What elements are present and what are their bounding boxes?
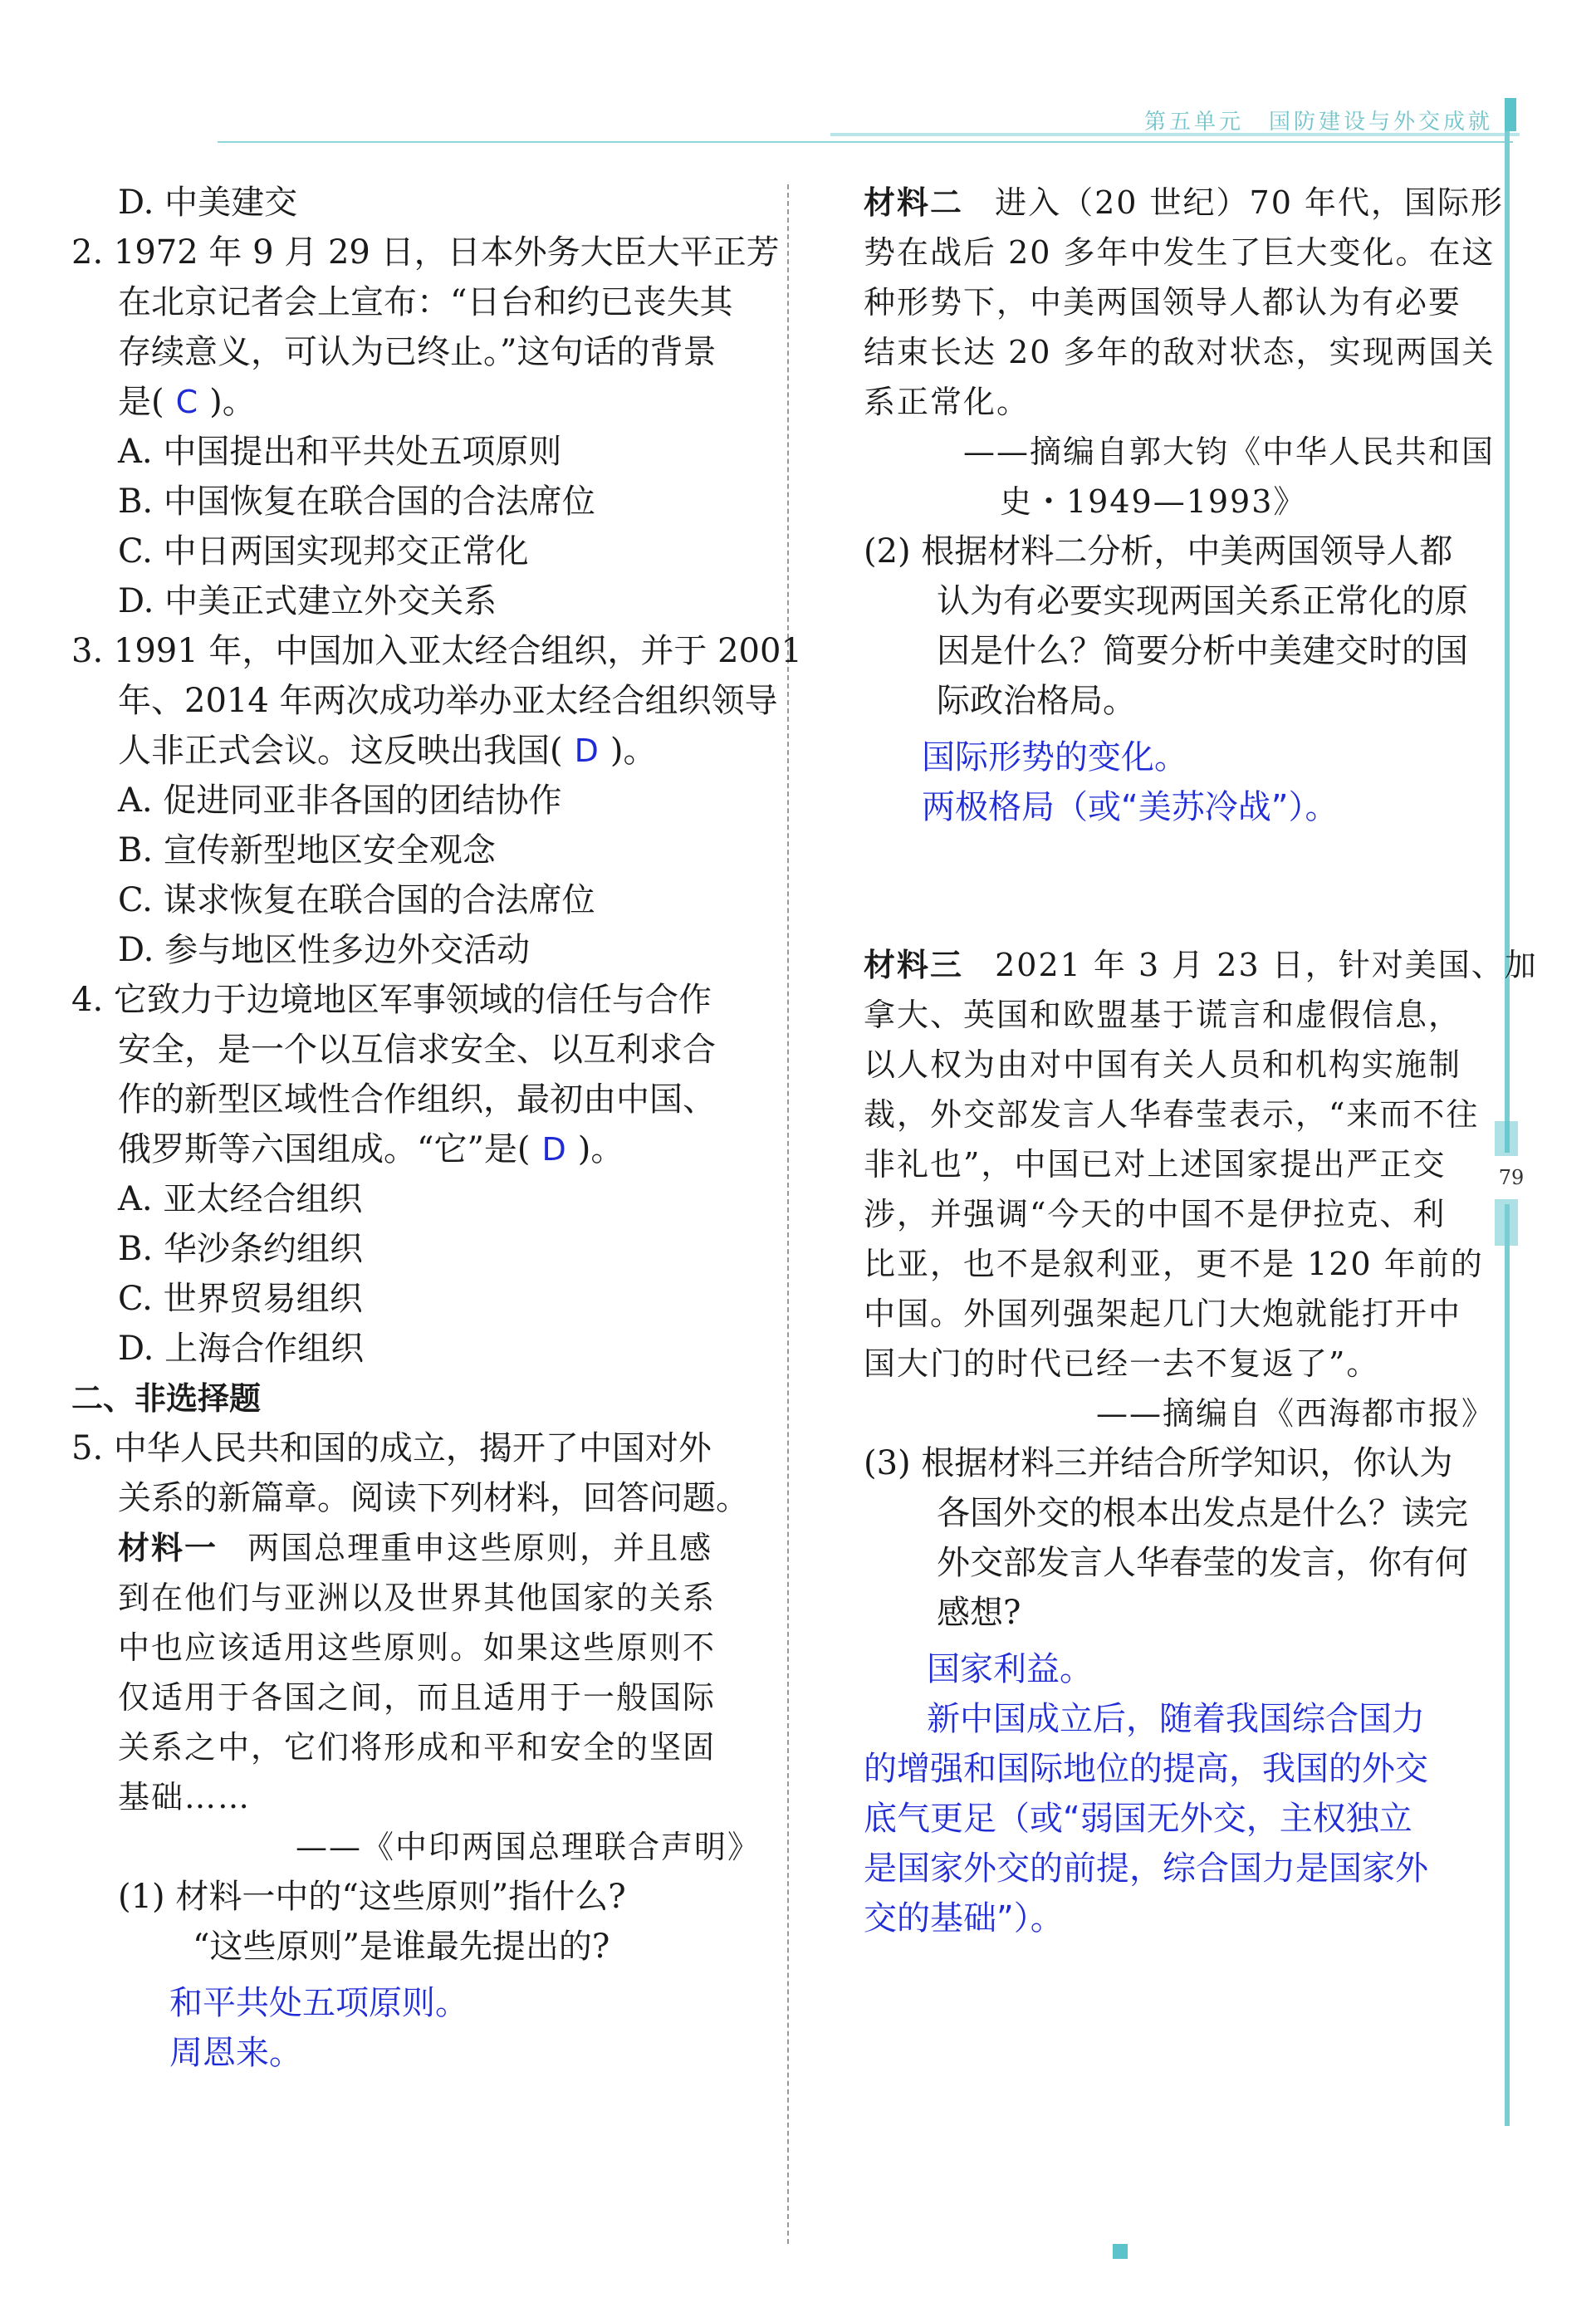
material-3-line-6: 涉，并强调“今天的中国不是伊拉克、利	[864, 1196, 1447, 1232]
header-rule	[218, 141, 1513, 143]
q4-stem-line-1: 4. 它致力于边境地区军事领域的信任与合作	[71, 981, 712, 1019]
q3-stem-suffix: )。	[610, 732, 657, 770]
q2-stem-prefix: 是(	[118, 383, 164, 421]
material-2-line-5: 系正常化。	[864, 384, 1031, 420]
material-1-line-5: 关系之中，它们将形成和平和安全的坚固	[118, 1729, 717, 1766]
material-3-line-9: 国大门的时代已经一去不复返了”。	[864, 1345, 1380, 1382]
subquestion-1-line-2: “这些原则”是谁最先提出的?	[193, 1928, 610, 1966]
answer-2-line-1: 国际形势的变化。	[922, 738, 1187, 776]
material-3-label: 材料三	[864, 947, 964, 983]
answer-3-line-6: 交的基础”）。	[864, 1899, 1064, 1937]
material-2-source-line-1: ——摘编自郭大钧《中华人民共和国	[962, 434, 1495, 470]
q5-stem-line-1: 5. 中华人民共和国的成立，揭开了中国对外	[71, 1429, 712, 1467]
q3-option-c: C. 谋求恢复在联合国的合法席位	[118, 881, 595, 919]
material-2-text-1: 进入（20 世纪）70 年代，国际形	[995, 184, 1504, 221]
q3-option-a: A. 促进同亚非各国的团结协作	[118, 781, 562, 820]
answer-3-line-4: 底气更足（或“弱国无外交，主权独立	[864, 1800, 1412, 1838]
subquestion-3-line-4: 感想?	[937, 1594, 1021, 1632]
left-column	[71, 178, 802, 2078]
material-1-line-4: 仅适用于各国之间，而且适用于一般国际	[118, 1679, 717, 1716]
subquestion-1-line-1: (1) 材料一中的“这些原则”指什么?	[118, 1878, 626, 1916]
material-3-line-8: 中国。外国列强架起几门大炮就能打开中	[864, 1296, 1462, 1332]
material-3-line-3: 以人权为由对中国有关人员和机构实施制	[864, 1046, 1462, 1083]
subquestion-2-line-1: (2) 根据材料二分析，中美两国领导人都	[864, 532, 1453, 571]
subquestion-2-line-2: 认为有必要实现两国关系正常化的原	[937, 582, 1468, 620]
q3-option-d: D. 参与地区性多边外交活动	[118, 931, 531, 969]
material-3-line-1	[864, 940, 1538, 990]
q4-option-a: A. 亚太经合组织	[118, 1180, 363, 1218]
material-1-source: ——《中印两国总理联合声明》	[295, 1829, 761, 1865]
q2-option-c: C. 中日两国实现邦交正常化	[118, 532, 529, 571]
subquestion-3-line-3: 外交部发言人华春莹的发言，你有何	[937, 1544, 1468, 1582]
q4-stem-line-4	[71, 1124, 761, 1174]
material-2-line-3: 种形势下，中美两国领导人都认为有必要	[864, 284, 1462, 321]
q2-option-b: B. 中国恢复在联合国的合法席位	[118, 483, 595, 521]
q3-stem-line-1: 3. 1991 年，中国加入亚太经合组织，并于 2001	[71, 632, 802, 670]
material-2-source-line-2: 史・1949—1993》	[1000, 483, 1307, 520]
q4-option-c: C. 世界贸易组织	[118, 1280, 363, 1318]
answer-3-line-1: 国家利益。	[927, 1650, 1093, 1688]
right-margin-bar-bottom	[1505, 1204, 1510, 2126]
q4-stem-line-3: 作的新型区域性合作组织，最初由中国、	[118, 1080, 716, 1119]
answer-1-line-1: 和平共处五项原则。	[169, 1984, 468, 2022]
spacer	[864, 832, 1495, 940]
material-1-text-1: 两国总理重申这些原则，并且感	[247, 1530, 713, 1566]
q2-stem-line-3: 存续意义，可认为已终止。”这句话的背景	[118, 333, 717, 371]
right-margin-bar-top	[1505, 131, 1510, 1153]
subquestion-2-line-3: 因是什么？简要分析中美建交时的国	[937, 632, 1468, 670]
q3-stem-line-3	[71, 726, 761, 776]
material-1-label: 材料一	[118, 1530, 218, 1566]
answer-3-line-5: 是国家外交的前提，综合国力是国家外	[864, 1849, 1428, 1888]
material-3-line-2: 拿大、英国和欧盟基于谎言和虚假信息，	[864, 997, 1462, 1033]
q4-stem-line-2: 安全，是一个以互信求安全、以互利求合	[118, 1031, 716, 1069]
q4-option-d: D. 上海合作组织	[118, 1330, 365, 1368]
material-3-line-4: 裁，外交部发言人华春莹表示，“来而不往	[864, 1096, 1480, 1133]
q2-answer: C	[175, 384, 198, 420]
subquestion-2-line-4: 际政治格局。	[937, 682, 1136, 720]
q4-option-b: B. 华沙条约组织	[118, 1230, 363, 1268]
material-3-source: ——摘编自《西海都市报》	[1095, 1395, 1495, 1432]
q4-stem-suffix: )。	[577, 1130, 624, 1168]
material-3-line-7: 比亚，也不是叙利亚，更不是 120 年前的	[864, 1246, 1484, 1282]
subquestion-3-line-1: (3) 根据材料三并结合所学知识，你认为	[864, 1444, 1453, 1482]
q2-stem-line-1: 2. 1972 年 9 月 29 日，日本外务大臣大平正芳	[71, 233, 780, 272]
q1-option-d: D. 中美建交	[118, 184, 298, 222]
answer-3-line-3: 的增强和国际地位的提高，我国的外交	[864, 1750, 1428, 1788]
material-2-label: 材料二	[864, 184, 964, 221]
material-1-line-2: 到在他们与亚洲以及世界其他国家的关系	[118, 1580, 717, 1616]
q3-stem-prefix: 人非正式会议。这反映出我国(	[118, 732, 563, 770]
material-1-line-1	[71, 1523, 761, 1573]
material-3-line-5: 非礼也”，中国已对上述国家提出严正交	[864, 1146, 1447, 1183]
bottom-corner-marker	[1113, 2244, 1128, 2259]
subquestion-3-line-2: 各国外交的根本出发点是什么？读完	[937, 1494, 1468, 1532]
q3-stem-line-2: 年、2014 年两次成功举办亚太经合组织领导	[118, 682, 778, 720]
material-1-line-6: 基础……	[118, 1779, 252, 1815]
running-header: 第五单元 国防建设与外交成就	[1144, 110, 1494, 135]
material-2-line-2: 势在战后 20 多年中发生了巨大变化。在这	[864, 234, 1496, 271]
q4-stem-prefix: 俄罗斯等六国组成。“它”是(	[118, 1130, 531, 1168]
q2-stem-line-4	[71, 377, 761, 427]
column-divider	[787, 184, 789, 2244]
answer-2-line-2: 两极格局（或“美苏冷战”）。	[922, 788, 1339, 826]
q3-option-b: B. 宣传新型地区安全观念	[118, 831, 496, 870]
header-tab-marker	[1505, 98, 1516, 131]
q2-option-a: A. 中国提出和平共处五项原则	[118, 433, 562, 471]
q2-option-d: D. 中美正式建立外交关系	[118, 582, 497, 620]
q3-answer: D	[574, 732, 599, 769]
q5-stem-line-2: 关系的新篇章。阅读下列材料，回答问题。	[118, 1479, 749, 1517]
material-2-line-4: 结束长达 20 多年的敌对状态，实现两国关	[864, 334, 1496, 370]
answer-3-line-2: 新中国成立后，随着我国综合国力	[927, 1700, 1425, 1738]
page-number: 79	[1492, 1156, 1530, 1199]
material-2-line-1	[864, 178, 1504, 228]
q4-answer: D	[541, 1131, 566, 1168]
section-title: 二、非选择题	[71, 1380, 262, 1417]
q2-stem-line-2: 在北京记者会上宣布：“日台和约已丧失其	[118, 283, 733, 321]
q2-stem-suffix: )。	[209, 383, 256, 421]
material-3-text-1: 2021 年 3 月 23 日，针对美国、加	[995, 947, 1538, 983]
answer-1-line-2: 周恩来。	[169, 2034, 302, 2072]
material-1-line-3: 中也应该适用这些原则。如果这些原则不	[118, 1629, 717, 1666]
